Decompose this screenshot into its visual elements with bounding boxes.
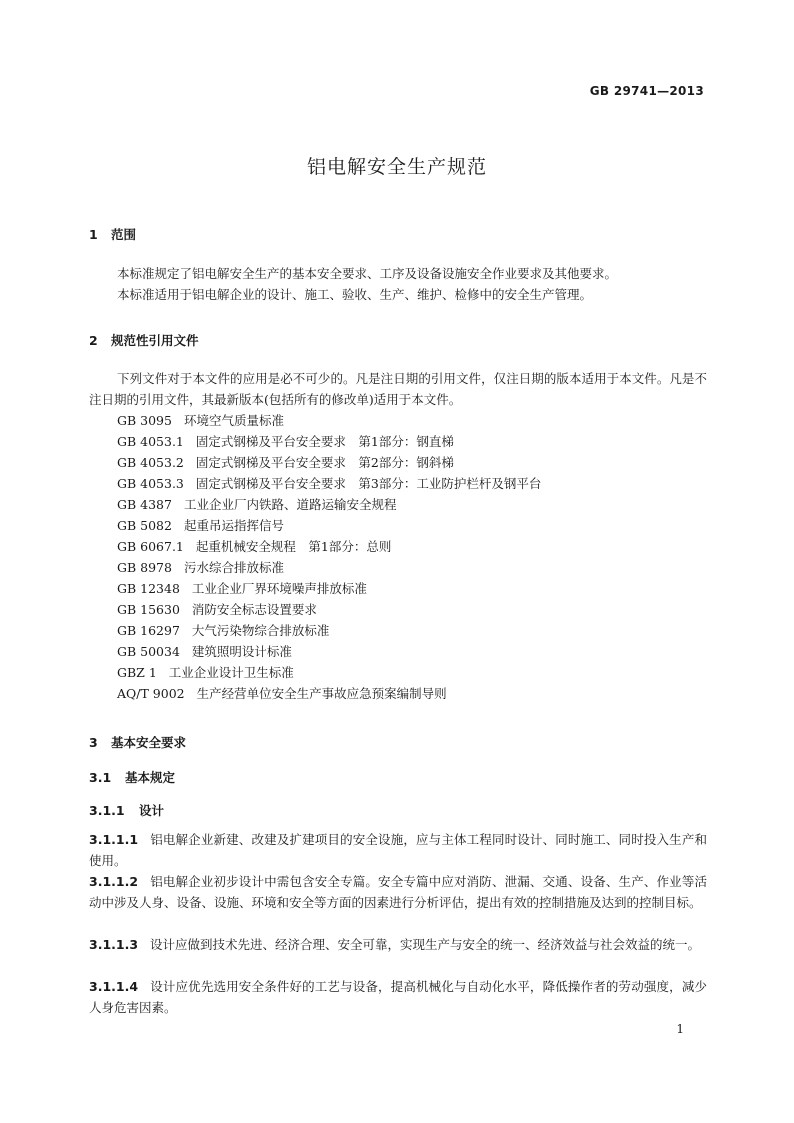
reference-code: GB 3095 [117,413,172,428]
document-title: 铝电解安全生产规范 [306,156,487,178]
subsection-3-1-1-title: 设计 [139,803,165,818]
reference-code: GB 15630 [117,602,180,617]
reference-item [117,452,707,473]
reference-item [117,515,707,536]
reference-code: GB 16297 [117,623,180,638]
reference-code: GB 4053.1 [117,434,184,449]
reference-item [117,494,707,515]
reference-title: 工业企业设计卫生标准 [168,665,294,680]
clause-text: 设计应做到技术先进、经济合理、安全可靠，实现生产与安全的统一、经济效益与社会效益的统一。 [150,937,701,952]
reference-item [117,431,707,452]
reference-title: 建筑照明设计标准 [191,644,292,659]
reference-code: GBZ 1 [117,665,157,680]
subsection-3-1-1-heading [89,801,164,819]
reference-item [117,683,707,704]
page-number: 1 [676,1022,684,1036]
reference-code: GB 6067.1 [117,539,184,554]
clause-number: 3.1.1.4 [89,979,139,994]
reference-title: 工业企业厂内铁路、道路运输安全规程 [183,497,397,512]
reference-code: AQ/T 9002 [117,686,185,701]
clause-number: 3.1.1.3 [89,937,139,952]
standard-number: GB 29741—2013 [589,84,704,98]
reference-item [117,536,707,557]
reference-item [117,641,707,662]
reference-title: 环境空气质量标准 [183,413,284,428]
reference-title: 污水综合排放标准 [183,560,284,575]
section-2-intro-text: 下列文件对于本文件的应用是必不可少的。凡是注日期的引用文件，仅注日期的版本适用于本文件。凡是不注日期的引用文件，其最新版本(包括所有的修改单)适用于本文件。 [89,371,707,407]
subsection-3-1-number: 3.1 [89,770,112,785]
clause-number: 3.1.1.1 [89,832,139,847]
reference-title: 起重吊运指挥信号 [183,518,284,533]
reference-code: GB 12348 [117,581,180,596]
subsection-3-1-heading [89,768,175,786]
reference-item [117,410,707,431]
section-3-heading [89,733,186,751]
clause-3-1-1-1 [89,829,707,871]
reference-title: 固定式钢梯及平台安全要求 第2部分：钢斜梯 [195,455,454,470]
section-1-title: 范围 [111,227,137,242]
section-2-title: 规范性引用文件 [111,333,199,348]
reference-title: 工业企业厂界环境噪声排放标准 [191,581,367,596]
reference-list [117,410,707,704]
reference-title: 生产经营单位安全生产事故应急预案编制导则 [196,686,447,701]
clause-3-1-1-3 [89,934,707,955]
reference-code: GB 4387 [117,497,172,512]
reference-item [117,599,707,620]
clause-3-1-1-4 [89,976,707,1018]
reference-item [117,620,707,641]
reference-code: GB 5082 [117,518,172,533]
reference-code: GB 8978 [117,560,172,575]
reference-code: GB 50034 [117,644,180,659]
subsection-3-1-title: 基本规定 [125,770,176,785]
reference-item [117,662,707,683]
reference-code: GB 4053.2 [117,455,184,470]
section-2-number: 2 [89,333,98,348]
clause-text: 铝电解企业初步设计中需包含安全专篇。安全专篇中应对消防、泄漏、交通、设备、生产、作业等活动中涉及人身、设备、设施、环境和安全等方面的因素进行分析评估，提出有效的控制措施及达到的控制目标。 [89,874,707,910]
reference-code: GB 4053.3 [117,476,184,491]
reference-item [117,578,707,599]
clause-text: 铝电解企业新建、改建及扩建项目的安全设施，应与主体工程同时设计、同时施工、同时投入生产和使用。 [89,832,707,868]
reference-title: 固定式钢梯及平台安全要求 第3部分：工业防护栏杆及钢平台 [195,476,542,491]
clause-text: 设计应优先选用安全条件好的工艺与设备，提高机械化与自动化水平，降低操作者的劳动强度，减少人身危害因素。 [89,979,707,1015]
reference-item [117,473,707,494]
section-2-intro [89,368,707,410]
section-1-number: 1 [89,227,98,242]
subsection-3-1-1-number: 3.1.1 [89,803,125,818]
reference-title: 消防安全标志设置要求 [191,602,317,617]
reference-item [117,557,707,578]
clause-3-1-1-2 [89,871,707,913]
reference-title: 固定式钢梯及平台安全要求 第1部分：钢直梯 [195,434,454,449]
section-1-paragraph: 本标准规定了铝电解安全生产的基本安全要求、工序及设备设施安全作业要求及其他要求。 [117,266,618,281]
section-3-title: 基本安全要求 [111,735,187,750]
section-1-paragraph: 本标准适用于铝电解企业的设计、施工、验收、生产、维护、检修中的安全生产管理。 [117,287,593,302]
reference-title: 起重机械安全规程 第1部分：总则 [195,539,392,554]
section-2-heading [89,331,199,349]
section-1-heading [89,225,136,243]
section-3-number: 3 [89,735,98,750]
clause-number: 3.1.1.2 [89,874,139,889]
reference-title: 大气污染物综合排放标准 [191,623,330,638]
